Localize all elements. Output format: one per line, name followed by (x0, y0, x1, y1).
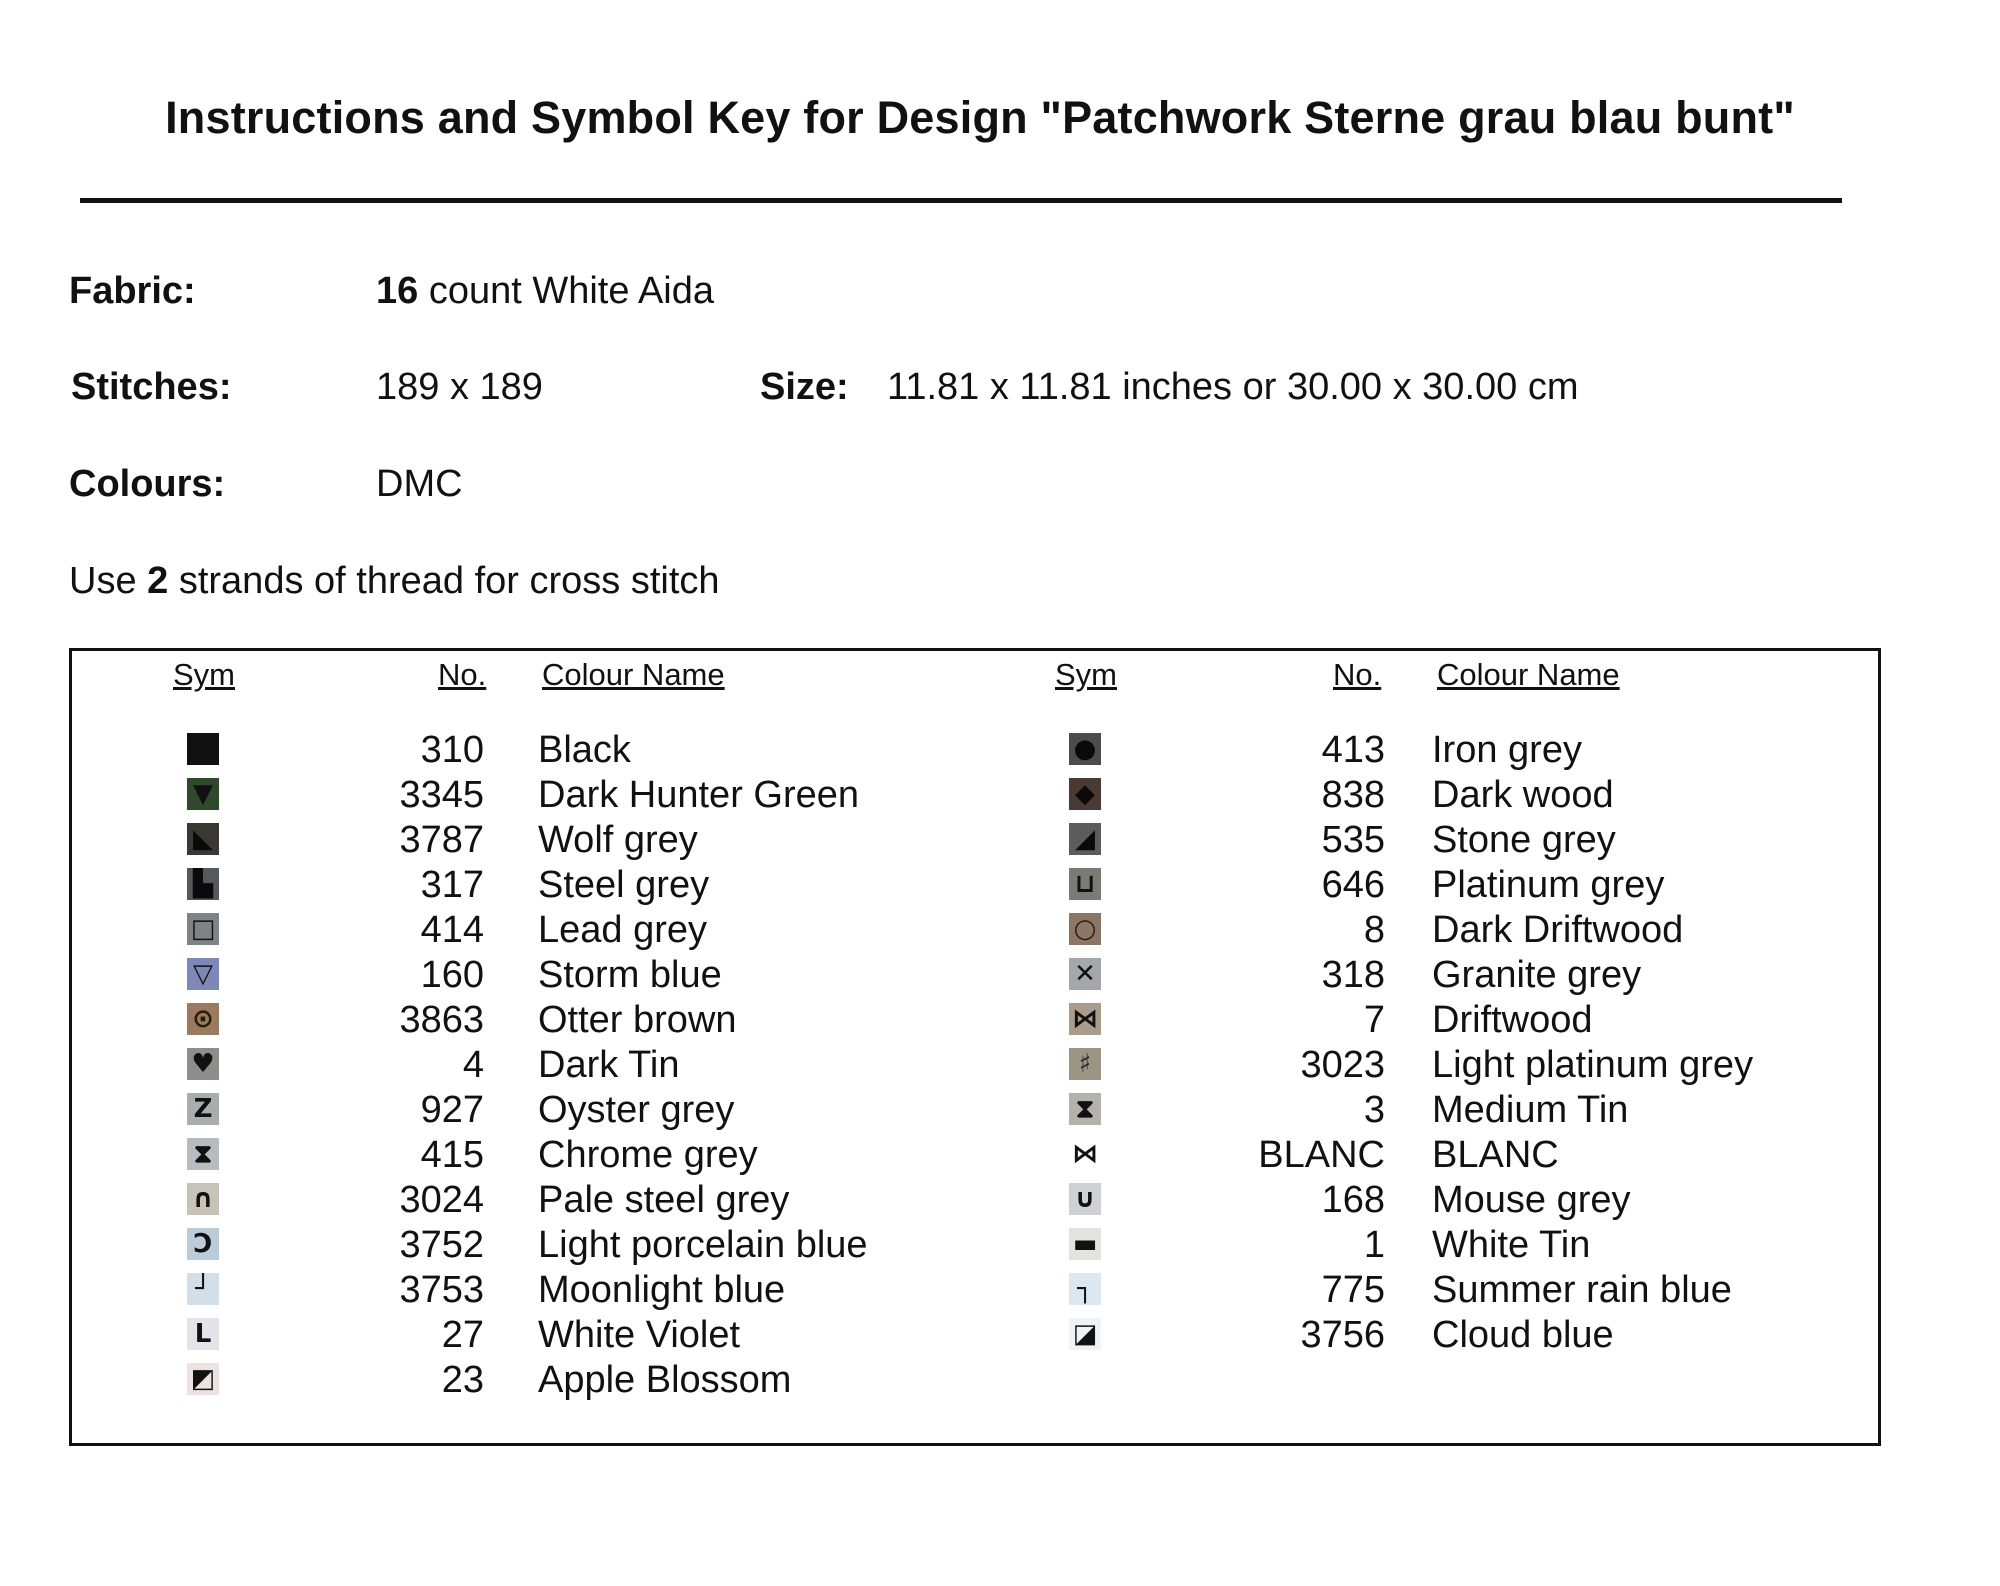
dmc-number: 8 (1363, 909, 1385, 951)
stitches-label: Stitches: (71, 366, 232, 408)
key-row (72, 1224, 1878, 1269)
dmc-number: 838 (1321, 774, 1385, 816)
symbol-key-table (69, 648, 1881, 1446)
header-no-left: No. (438, 657, 487, 692)
colour-name: Dark Driftwood (1432, 909, 1684, 951)
dmc-number: 310 (420, 729, 484, 771)
dmc-number: 646 (1321, 864, 1385, 906)
colour-name: Driftwood (1432, 999, 1593, 1041)
page-title: Instructions and Symbol Key for Design "Patchwork Sterne grau blau bunt" (165, 92, 1795, 143)
dot-circle-icon: ⊙ (187, 1003, 219, 1035)
key-row (72, 1179, 1878, 1224)
header-name-right: Colour Name (1437, 657, 1620, 692)
bowtie-icon: ⋈ (1069, 1003, 1101, 1035)
colour-name: Cloud blue (1432, 1314, 1614, 1356)
colours-value: DMC (376, 463, 463, 505)
colour-name: Oyster grey (538, 1089, 735, 1131)
dmc-number: 413 (1321, 729, 1385, 771)
dmc-number: 927 (420, 1089, 484, 1131)
colour-name: Summer rain blue (1432, 1269, 1732, 1311)
colour-name: Dark Tin (538, 1044, 680, 1086)
colour-name: Iron grey (1432, 729, 1582, 771)
key-row (72, 1314, 1878, 1359)
reversed-c-icon: Ͻ (187, 1228, 219, 1260)
dmc-number: 3756 (1300, 1314, 1385, 1356)
key-row (72, 864, 1878, 909)
dmc-number: 415 (420, 1134, 484, 1176)
key-row (72, 954, 1878, 999)
colour-name: White Violet (538, 1314, 741, 1356)
dmc-number: 168 (1321, 1179, 1385, 1221)
z-icon: Z (187, 1093, 219, 1125)
dmc-number: 3345 (399, 774, 484, 816)
key-row (72, 819, 1878, 864)
colour-name: Pale steel grey (538, 1179, 790, 1221)
stitches-value: 189 x 189 (376, 366, 543, 408)
dmc-number: 535 (1321, 819, 1385, 861)
dmc-number: 3787 (399, 819, 484, 861)
colour-name: Steel grey (538, 864, 710, 906)
colour-name: Lead grey (538, 909, 708, 951)
corner-bracket-icon: ┘ (187, 1273, 219, 1305)
title-divider (80, 198, 1842, 203)
colour-name: Granite grey (1432, 954, 1642, 996)
colour-name: Light porcelain blue (538, 1224, 868, 1266)
dmc-number: 318 (1321, 954, 1385, 996)
key-row (72, 1044, 1878, 1089)
hourglass-icon: ⧗ (187, 1138, 219, 1170)
header-sym-right: Sym (1055, 657, 1117, 692)
colour-name: Otter brown (538, 999, 737, 1041)
colour-name: Platinum grey (1432, 864, 1665, 906)
dmc-number: 23 (441, 1359, 484, 1401)
fabric-value (376, 270, 714, 313)
key-row (72, 774, 1878, 819)
strands-prefix: Use (69, 560, 148, 602)
bowtie-icon: ⋈ (1069, 1138, 1101, 1170)
l-block-icon: ▙ (187, 868, 219, 900)
header-sym-left: Sym (173, 657, 235, 692)
header-name-left: Colour Name (542, 657, 725, 692)
key-row (72, 1269, 1878, 1314)
dmc-number: BLANC (1258, 1134, 1385, 1176)
colour-name: Black (538, 729, 631, 771)
down-triangle-icon: ▼ (187, 778, 219, 810)
dmc-number: 4 (462, 1044, 484, 1086)
colour-name: Chrome grey (538, 1134, 758, 1176)
dmc-number: 775 (1321, 1269, 1385, 1311)
colour-name: Wolf grey (538, 819, 698, 861)
dmc-number: 1 (1363, 1224, 1385, 1266)
sharp-icon: ♯ (1069, 1048, 1101, 1080)
colour-name: Storm blue (538, 954, 722, 996)
fabric-count: 16 (376, 270, 419, 312)
key-row (72, 909, 1878, 954)
colours-label: Colours: (69, 463, 226, 505)
fabric-label: Fabric: (69, 270, 196, 312)
key-row (72, 1359, 1878, 1404)
cup-icon: ∪ (1069, 1183, 1101, 1215)
corner-triangle-right-icon: ◢ (1069, 823, 1101, 855)
dmc-number: 3753 (399, 1269, 484, 1311)
strands-suffix: strands of thread for cross stitch (168, 560, 720, 602)
filled-circle-icon: ● (1069, 733, 1101, 765)
key-row (72, 1089, 1878, 1134)
cap-icon: ∩ (187, 1183, 219, 1215)
half-filled-square-icon: ◪ (1069, 1318, 1101, 1350)
dmc-number: 3024 (399, 1179, 484, 1221)
dmc-number: 160 (420, 954, 484, 996)
hollow-square-icon: □ (187, 913, 219, 945)
corner-triangle-icon: ◣ (187, 823, 219, 855)
size-value: 11.81 x 11.81 inches or 30.00 x 30.00 cm (887, 366, 1579, 408)
colour-name: Mouse grey (1432, 1179, 1631, 1221)
hollow-circle-icon: ○ (1069, 913, 1101, 945)
outline-down-triangle-icon: ▽ (187, 958, 219, 990)
colour-name: Moonlight blue (538, 1269, 786, 1311)
dmc-number: 3752 (399, 1224, 484, 1266)
size-label: Size: (760, 366, 849, 408)
colour-name: Apple Blossom (538, 1359, 792, 1401)
diamond-icon: ◆ (1069, 778, 1101, 810)
key-row (72, 1134, 1878, 1179)
l-icon: L (187, 1318, 219, 1350)
heart-icon: ♥ (187, 1048, 219, 1080)
dmc-number: 27 (441, 1314, 484, 1356)
colour-name: White Tin (1432, 1224, 1591, 1266)
dmc-number: 7 (1363, 999, 1385, 1041)
colour-name: Light platinum grey (1432, 1044, 1754, 1086)
dash-icon: ▬ (1069, 1228, 1101, 1260)
colour-name: Stone grey (1432, 819, 1616, 861)
strands-count: 2 (147, 560, 169, 602)
corner-bracket-icon: ┐ (1069, 1273, 1101, 1305)
dmc-number: 414 (420, 909, 484, 951)
dmc-number: 3023 (1300, 1044, 1385, 1086)
colour-name: Dark wood (1432, 774, 1614, 816)
fabric-description: count White Aida (418, 270, 715, 312)
dmc-number: 317 (420, 864, 484, 906)
header-no-right: No. (1333, 657, 1382, 692)
half-filled-square-icon: ◩ (187, 1363, 219, 1395)
key-row (72, 729, 1878, 774)
key-row (72, 999, 1878, 1044)
hourglass-icon: ⧗ (1069, 1093, 1101, 1125)
colour-name: Medium Tin (1432, 1089, 1629, 1131)
dmc-number: 3 (1363, 1089, 1385, 1131)
colour-name: Dark Hunter Green (538, 774, 860, 816)
colour-name: BLANC (1432, 1134, 1559, 1176)
dmc-number: 3863 (399, 999, 484, 1041)
strands-instruction (69, 560, 720, 603)
cross-icon: ✕ (1069, 958, 1101, 990)
cup-icon: ⊔ (1069, 868, 1101, 900)
